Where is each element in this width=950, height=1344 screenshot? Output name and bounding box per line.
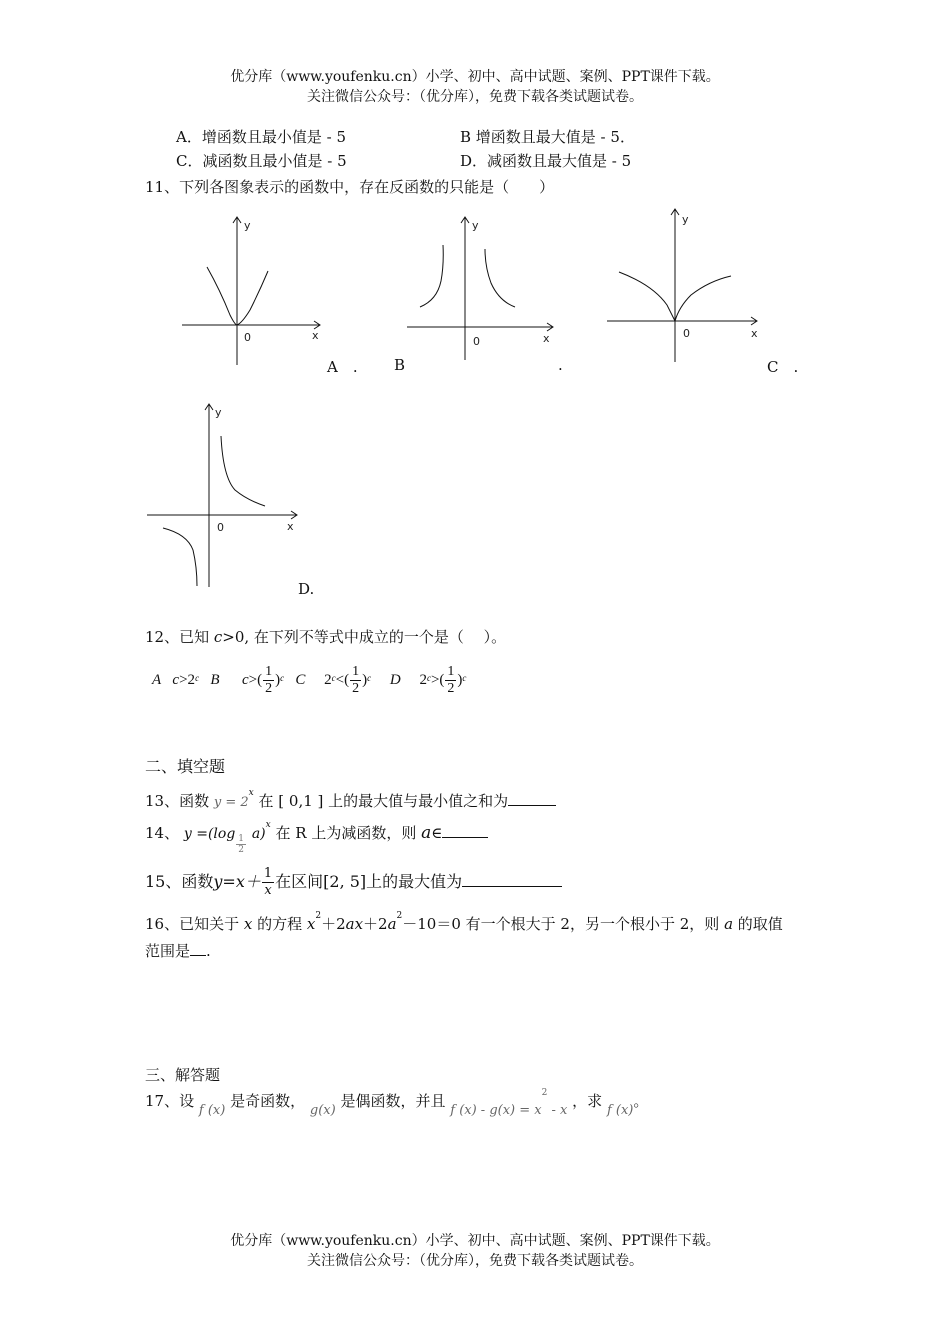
q16-line2-end: .: [206, 942, 211, 960]
graph-c-origin: 0: [683, 327, 690, 340]
q16-eq-plus-2: ＋2: [363, 915, 388, 933]
q16-mid: 的方程: [252, 915, 307, 933]
q12-opt-b-letter: B: [210, 672, 220, 688]
q17-fx: f (x): [198, 1103, 226, 1118]
q10-option-c: C．减函数且最小值是 - 5: [176, 152, 347, 170]
q12-opt-c-lpar: (: [344, 672, 350, 688]
q12-opt-c-sup2: c: [367, 673, 372, 683]
q16-eq-plus: ＋2: [321, 915, 346, 933]
graph-d-origin: 0: [217, 521, 224, 534]
q10-option-a: A．增函数且最小值是 - 5: [176, 128, 346, 146]
q12-opt-c-sup1: c: [331, 673, 336, 683]
graph-d: [145, 402, 305, 592]
header-line-1: 优分库（www.youfenku.cn）小学、初中、高中试题、案例、PPT课件下载。: [230, 69, 720, 85]
q10-option-b: B 增函数且最大值是 - 5．: [460, 128, 635, 146]
q12-opt-d-sup2: c: [462, 673, 467, 683]
graph-c: [605, 207, 765, 367]
q13: [145, 790, 556, 811]
q12-opt-c-den: 2: [352, 681, 360, 697]
q12-opt-c-lt: <: [335, 672, 345, 688]
q16-answer-blank[interactable]: [190, 941, 206, 956]
q15: [145, 866, 562, 899]
graph-c-x-label: x: [751, 327, 758, 340]
q17-eq: f (x) - g(x) = x: [450, 1103, 542, 1118]
q11-stem: 11、下列各图象表示的函数中，存在反函数的只能是（ ）: [145, 178, 555, 196]
section-2-title: 二、填空题: [145, 757, 226, 776]
q16-pre: 16、已知关于: [145, 915, 244, 933]
q16-eq-x: x: [306, 915, 316, 933]
q11-label-b-dot: .: [558, 356, 563, 374]
q16-line-1: [145, 913, 783, 934]
q17-pre: 17、设: [145, 1092, 195, 1110]
graph-b-curve-right: [485, 249, 515, 307]
q16-x: x: [243, 915, 253, 933]
graph-b-curve-left: [420, 245, 443, 307]
q12-opt-b-frac: [263, 664, 274, 697]
q14-answer-blank[interactable]: [442, 823, 488, 838]
q14-in: ∈: [431, 824, 443, 842]
q12-opt-b-lpar: >(: [248, 672, 263, 688]
q12-opt-b-sup: c: [280, 673, 285, 683]
q12-opt-d-rpar: ): [457, 672, 463, 688]
q11-label-c: C .: [767, 358, 799, 376]
q14-pre: 14、: [145, 824, 180, 842]
q11-label-d: D.: [298, 580, 315, 598]
footer-line-1: 优分库（www.youfenku.cn）小学、初中、高中试题、案例、PPT课件下载。: [230, 1233, 720, 1249]
q12-opt-a-sup: c: [195, 673, 200, 683]
q17-eq-tail: - x: [547, 1103, 568, 1118]
q12-opt-d-num: 1: [447, 664, 455, 680]
q12-opt-d-den: 2: [447, 681, 455, 697]
q15-num: 1: [263, 866, 273, 881]
q11-label-b: B: [394, 356, 406, 374]
q14-formula-b: a): [251, 826, 266, 842]
q12-opt-d-lpar: >(: [430, 672, 445, 688]
q13-post: 在 [ 0,1 ] 上的最大值与最小值之和为: [258, 792, 509, 810]
q14-log-base-num: 1: [238, 834, 245, 844]
q12-opt-d-letter: D: [389, 672, 401, 688]
q12-opt-c-letter: C: [295, 672, 306, 688]
graph-c-y-label: y: [682, 213, 689, 226]
section-3-title: 三、解答题: [145, 1066, 221, 1084]
q16-ax: ax: [345, 915, 364, 933]
q12-opt-a-c: c: [172, 672, 180, 688]
graph-d-curve-right: [221, 436, 265, 506]
graph-a-y-label: y: [244, 219, 251, 232]
q11-label-a: A .: [327, 358, 358, 376]
q13-formula: y = 2: [213, 795, 249, 810]
q17-t2: 是偶函数，并且: [340, 1092, 446, 1110]
q12-opt-b-c: c: [241, 672, 249, 688]
q17-t1: 是奇函数，: [230, 1092, 306, 1110]
q12-opt-d-base: 2: [419, 672, 427, 688]
graph-a-origin: 0: [244, 331, 251, 344]
q12-opt-d-sup1: c: [426, 673, 431, 683]
q12-opt-c-base: 2: [324, 672, 332, 688]
graph-d-y-label: y: [215, 406, 222, 419]
q12-stem: [145, 626, 506, 647]
q16-sup-1: 2: [315, 911, 322, 921]
q14-sup: x: [265, 820, 271, 830]
graph-b: [405, 215, 560, 365]
q15-frac: [262, 866, 274, 899]
graph-a-x-label: x: [312, 329, 319, 342]
q15-formula: y=x＋: [213, 872, 261, 891]
q15-pre: 15、函数: [145, 872, 214, 891]
q13-pre: 13、函数: [145, 792, 210, 810]
q13-answer-blank[interactable]: [508, 791, 556, 806]
q14-mid: 在 R 上为减函数，则: [275, 824, 417, 842]
q17-t3: ，求: [572, 1092, 603, 1110]
q17-sup: 2: [541, 1088, 548, 1098]
graph-d-curve-left: [163, 528, 197, 586]
q12-opt-b-num: 1: [265, 664, 273, 680]
q16-line-2: [145, 940, 211, 961]
graph-b-x-label: x: [543, 332, 550, 345]
q14-var-a: a: [421, 823, 432, 843]
q12-opt-c-rpar: ): [362, 672, 368, 688]
q14-log-base-den: 2: [238, 845, 245, 855]
q16-line2: 范围是: [145, 942, 191, 960]
q16-sup-2: 2: [396, 911, 403, 921]
header-line-2: 关注微信公众号：（优分库），免费下载各类试题试卷。: [307, 89, 643, 105]
q15-den: x: [264, 883, 272, 898]
q16-eq-tail: －10＝0 有一个根大于 2，另一个根小于 2，则: [402, 915, 725, 933]
q17: [145, 1088, 649, 1118]
q12-opt-c-frac: [350, 664, 361, 697]
q15-answer-blank[interactable]: [462, 872, 562, 887]
q14-formula-a: y =(log: [183, 826, 236, 842]
graph-a: [180, 215, 330, 370]
q16-a2: a: [724, 915, 734, 933]
q17-fx2: f (x): [606, 1103, 634, 1118]
q12-opt-d-frac: [445, 664, 456, 697]
q12-opt-b-rpar: ): [275, 672, 281, 688]
q12-options: [152, 662, 466, 698]
graph-b-y-label: y: [472, 219, 479, 232]
q12-stem-post: >0, 在下列不等式中成立的一个是（ ）。: [222, 628, 507, 646]
graph-d-x-label: x: [287, 520, 294, 533]
q12-stem-pre: 12、已知: [145, 628, 214, 646]
q12-opt-a-gt2: >2: [179, 672, 196, 688]
q10-option-d: D．减函数且最大值是 - 5: [460, 152, 632, 170]
q12-opt-b-den: 2: [265, 681, 273, 697]
q17-end: 。: [633, 1092, 649, 1110]
q16-a: a: [387, 915, 397, 933]
q12-opt-c-num: 1: [352, 664, 360, 680]
q14-log-base: [236, 834, 246, 855]
graph-b-origin: 0: [473, 335, 480, 348]
q12-stem-c: c: [213, 628, 223, 646]
q16-line1-end: 的取值: [733, 915, 783, 933]
q15-post: 在区间[2, 5]上的最大值为: [275, 872, 463, 891]
footer-line-2: 关注微信公众号：（优分库），免费下载各类试题试卷。: [307, 1253, 643, 1269]
q12-opt-a-letter: A: [152, 672, 162, 688]
q14: [145, 822, 488, 855]
q17-gx: g(x): [309, 1103, 336, 1118]
q13-sup: x: [248, 788, 254, 798]
